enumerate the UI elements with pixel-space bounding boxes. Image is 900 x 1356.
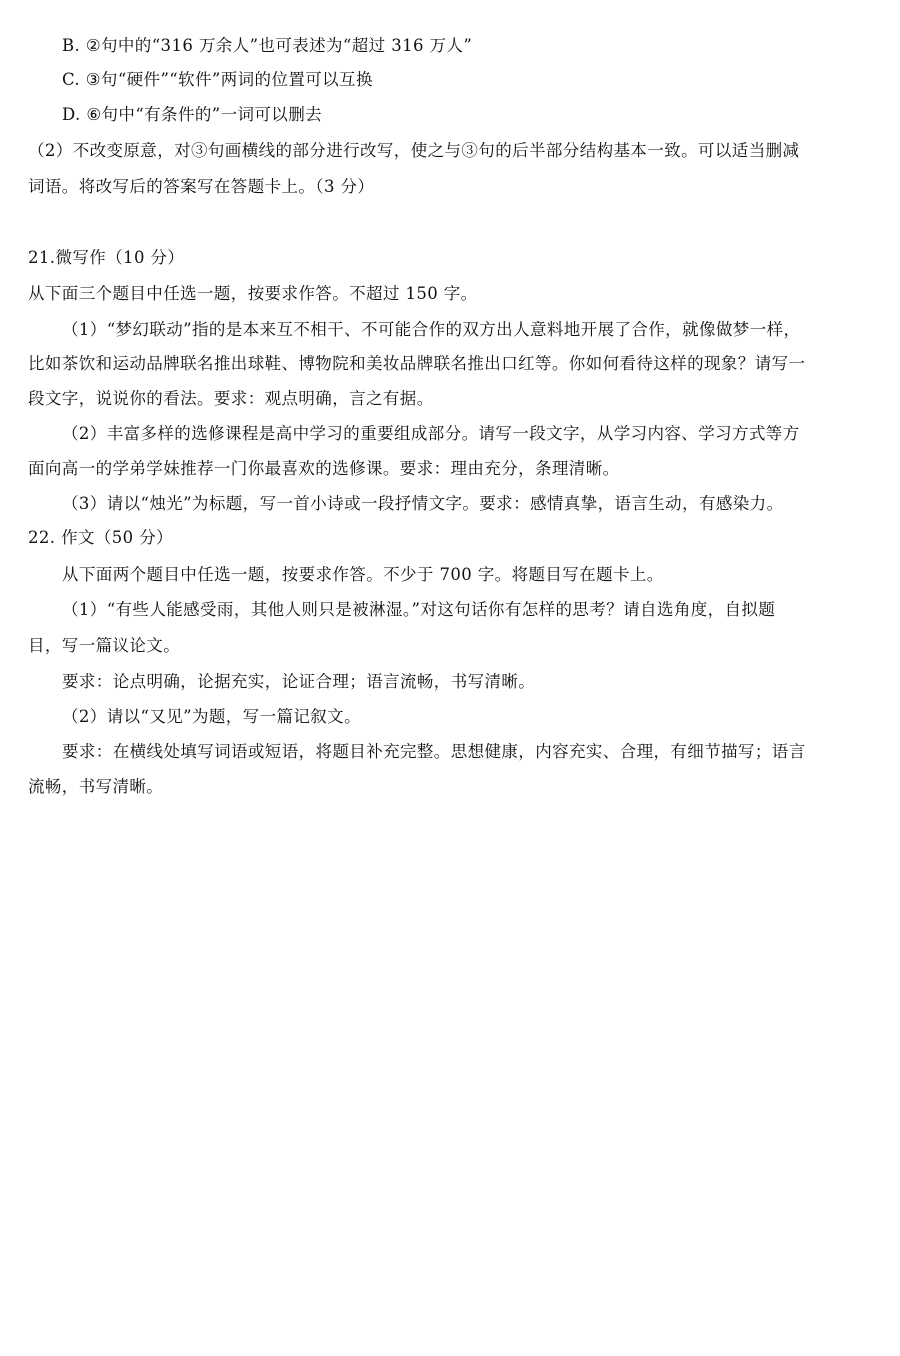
q22-topic1-requirement: 要求：论点明确，论据充实，论证合理；语言流畅，书写清晰。: [62, 672, 536, 691]
q20-option-d: D. ⑥句中“有条件的”一词可以删去: [62, 105, 322, 124]
q21-task1-line1: （1）“梦幻联动”指的是本来互不相干、不可能合作的双方出人意料地开展了合作，就像做梦一样，: [62, 320, 801, 339]
q21-heading: 21.微写作（10 分）: [28, 248, 185, 267]
q22-topic2-requirement-line2: 流畅，书写清晰。: [28, 777, 164, 796]
q20-sub2-line2: 词语。将改写后的答案写在答题卡上。（3 分）: [28, 177, 375, 196]
q22-topic2-requirement-line1: 要求：在横线处填写词语或短语，将题目补充完整。思想健康，内容充实、合理，有细节描写；语言: [62, 742, 806, 761]
q20-option-c: C. ③句“硬件”“软件”两词的位置可以互换: [62, 70, 373, 89]
q21-task2-line2: 面向高一的学弟学妹推荐一门你最喜欢的选修课。要求：理由充分，条理清晰。: [28, 459, 620, 478]
q20-sub2-line1: （2）不改变原意，对③句画横线的部分进行改写，使之与③句的后半部分结构基本一致。可以适当删减: [28, 141, 800, 160]
q20-option-b: B. ②句中的“316 万余人”也可表述为“超过 316 万人”: [62, 36, 473, 55]
q21-task1-line3: 段文字，说说你的看法。要求：观点明确，言之有据。: [28, 389, 434, 408]
q21-task1-line2: 比如茶饮和运动品牌联名推出球鞋、博物院和美妆品牌联名推出口红等。你如何看待这样的现象？请写一: [28, 354, 806, 373]
q22-topic1-line2: 目，写一篇议论文。: [28, 636, 181, 655]
q21-instruction: 从下面三个题目中任选一题，按要求作答。不超过 150 字。: [28, 284, 478, 303]
q22-instruction: 从下面两个题目中任选一题，按要求作答。不少于 700 字。将题目写在题卡上。: [62, 565, 664, 584]
q22-heading: 22. 作文（50 分）: [28, 528, 174, 547]
q22-topic2-line1: （2）请以“又见”为题，写一篇记叙文。: [62, 707, 361, 726]
q21-task2-line1: （2）丰富多样的选修课程是高中学习的重要组成部分。请写一段文字，从学习内容、学习方式等方: [62, 424, 800, 443]
q22-topic1-line1: （1）“有些人能感受雨，其他人则只是被淋湿。”对这句话你有怎样的思考？请自选角度，自拟题: [62, 600, 776, 619]
q21-task3-line1: （3）请以“烛光”为标题，写一首小诗或一段抒情文字。要求：感情真挚，语言生动，有感染力。: [62, 494, 784, 513]
